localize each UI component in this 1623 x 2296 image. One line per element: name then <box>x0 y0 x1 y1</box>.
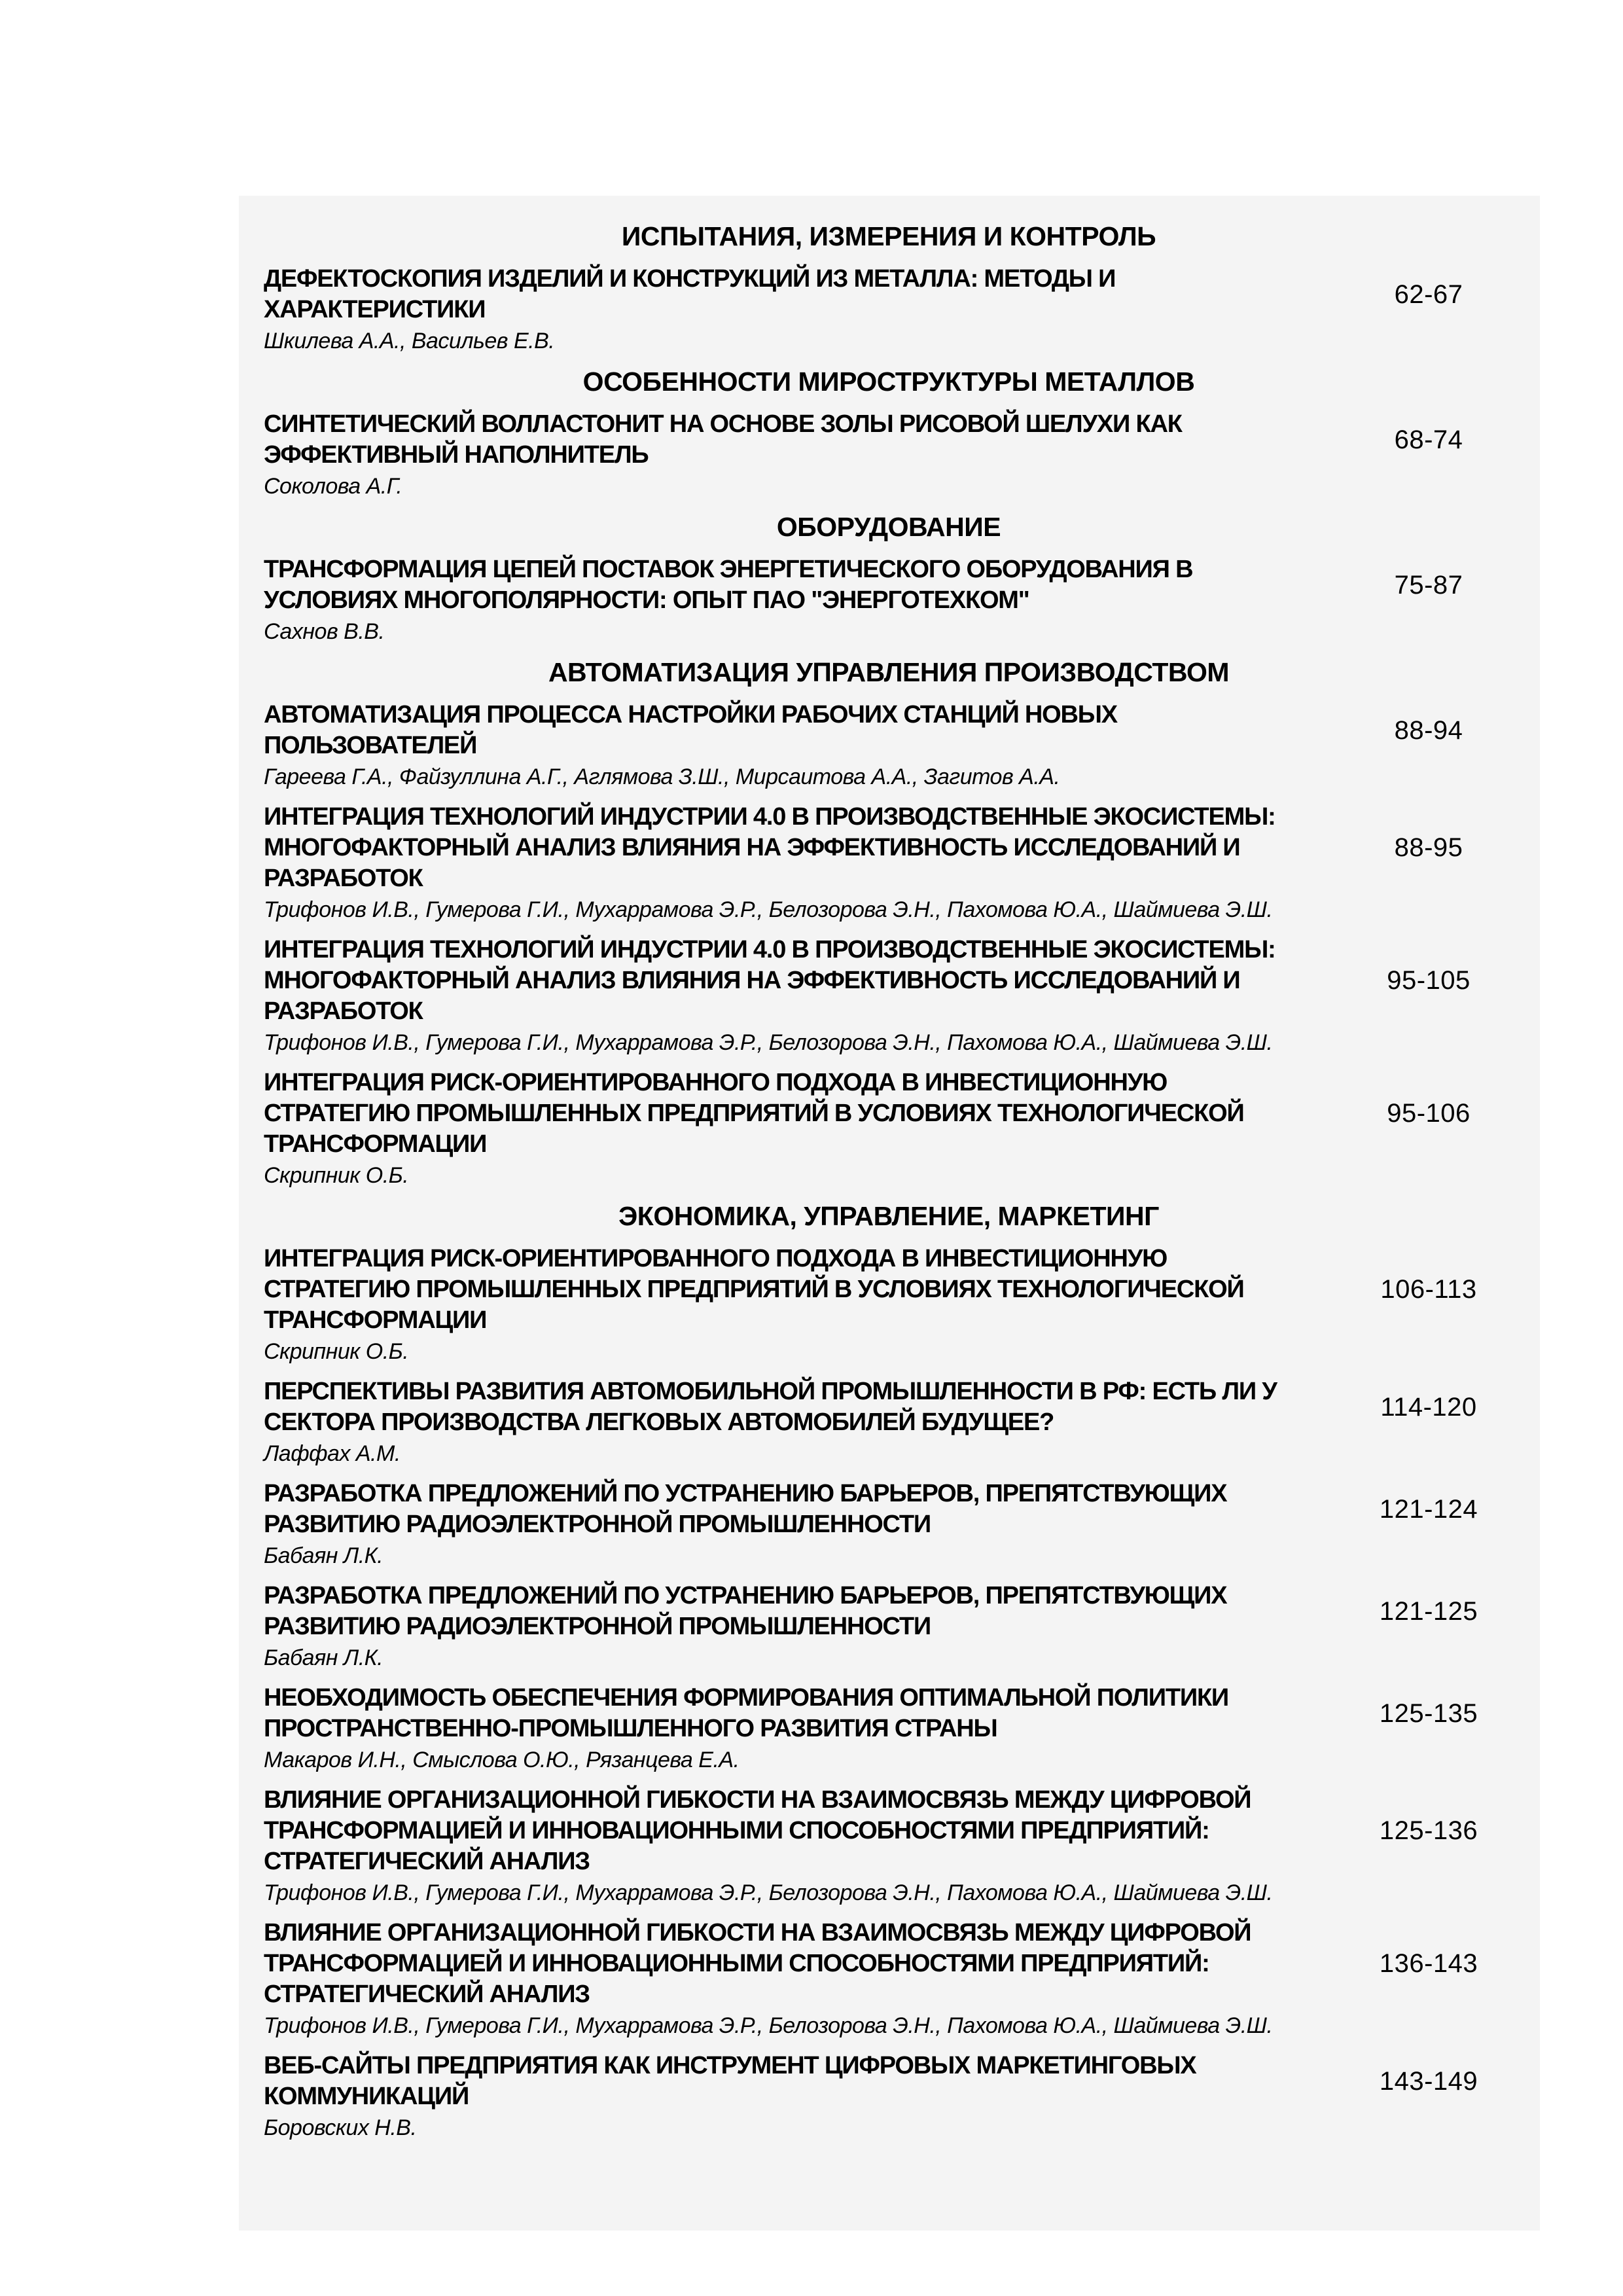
article-title: ИНТЕГРАЦИЯ РИСК-ОРИЕНТИРОВАННОГО ПОДХОДА В ИНВЕСТИЦИОННУЮ СТРАТЕГИЮ ПРОМЫШЛЕННЫХ ПРЕДПРИЯТИЙ В УСЛОВИЯХ ТЕХНОЛОГИЧЕСКОЙ ТРАНСФОРМАЦИИ <box>264 1069 1244 1158</box>
toc-entry <box>264 700 1540 791</box>
article-page-range: 88-94 <box>1394 715 1463 745</box>
toc-entry-title-row <box>264 264 1540 325</box>
article-title: ВЛИЯНИЕ ОРГАНИЗАЦИОННОЙ ГИБКОСТИ НА ВЗАИМОСВЯЗЬ МЕЖДУ ЦИФРОВОЙ ТРАНСФОРМАЦИЕЙ И ИННОВАЦИОННЫМИ СПОСОБНОСТЯМИ ПРЕДПРИЯТИЙ: СТРАТЕГИЧЕСКИЙ АНАЛИЗ <box>264 1786 1251 1875</box>
article-authors: Скрипник О.Б. <box>264 1339 409 1364</box>
article-title: ВЛИЯНИЕ ОРГАНИЗАЦИОННОЙ ГИБКОСТИ НА ВЗАИМОСВЯЗЬ МЕЖДУ ЦИФРОВОЙ ТРАНСФОРМАЦИЕЙ И ИННОВАЦИОННЫМИ СПОСОБНОСТЯМИ ПРЕДПРИЯТИЙ: СТРАТЕГИЧЕСКИЙ АНАЛИЗ <box>264 1919 1251 2008</box>
toc-entry <box>264 409 1540 501</box>
section-article-list <box>264 1244 1540 2142</box>
article-authors: Бабаян Л.К. <box>264 1645 383 1670</box>
toc-entry-title-row <box>264 700 1540 761</box>
article-authors: Трифонов И.В., Гумерова Г.И., Мухаррамова Э.Р., Белозорова Э.Н., Пахомова Ю.А., Шаймиева Э.Ш. <box>264 2013 1273 2038</box>
toc-entry <box>264 2051 1540 2142</box>
toc-entry-title-row <box>264 1581 1540 1642</box>
article-title: ИНТЕГРАЦИЯ РИСК-ОРИЕНТИРОВАННОГО ПОДХОДА В ИНВЕСТИЦИОННУЮ СТРАТЕГИЮ ПРОМЫШЛЕННЫХ ПРЕДПРИЯТИЙ В УСЛОВИЯХ ТЕХНОЛОГИЧЕСКОЙ ТРАНСФОРМАЦИИ <box>264 1245 1244 1334</box>
toc-entry <box>264 1683 1540 1774</box>
article-authors: Лаффах А.М. <box>264 1441 401 1466</box>
article-title: ДЕФЕКТОСКОПИЯ ИЗДЕЛИЙ И КОНСТРУКЦИЙ ИЗ МЕТАЛЛА: МЕТОДЫ И ХАРАКТЕРИСТИКИ <box>264 265 1116 323</box>
article-page-range: 114-120 <box>1380 1392 1477 1422</box>
toc-entry-title-row <box>264 409 1540 471</box>
article-title: НЕОБХОДИМОСТЬ ОБЕСПЕЧЕНИЯ ФОРМИРОВАНИЯ ОПТИМАЛЬНОЙ ПОЛИТИКИ ПРОСТРАНСТВЕННО-ПРОМЫШЛЕННОГО РАЗВИТИЯ СТРАНЫ <box>264 1684 1229 1742</box>
article-page-range: 62-67 <box>1394 279 1463 309</box>
toc-entry-title-row <box>264 1785 1540 1877</box>
toc-section <box>264 366 1540 501</box>
section-header: ОСОБЕННОСТИ МИРОСТРУКТУРЫ МЕТАЛЛОВ <box>582 367 1195 397</box>
article-authors: Скрипник О.Б. <box>264 1163 409 1188</box>
article-authors: Шкилева А.А., Васильев Е.В. <box>264 329 555 353</box>
toc-section <box>264 1200 1540 2142</box>
article-title: ПЕРСПЕКТИВЫ РАЗВИТИЯ АВТОМОБИЛЬНОЙ ПРОМЫШЛЕННОСТИ В РФ: ЕСТЬ ЛИ У СЕКТОРА ПРОИЗВОДСТВА ЛЕГКОВЫХ АВТОМОБИЛЕЙ БУДУЩЕЕ? <box>264 1378 1277 1436</box>
article-authors: Бабаян Л.К. <box>264 1543 383 1568</box>
article-page-range: 143-149 <box>1379 2066 1478 2096</box>
article-title: ВЕБ-САЙТЫ ПРЕДПРИЯТИЯ КАК ИНСТРУМЕНТ ЦИФРОВЫХ МАРКЕТИНГОВЫХ КОММУНИКАЦИЙ <box>264 2052 1196 2110</box>
section-header: ОБОРУДОВАНИЕ <box>776 512 1001 542</box>
article-authors: Трифонов И.В., Гумерова Г.И., Мухаррамова Э.Р., Белозорова Э.Н., Пахомова Ю.А., Шаймиева Э.Ш. <box>264 1880 1273 1905</box>
article-title: ТРАНСФОРМАЦИЯ ЦЕПЕЙ ПОСТАВОК ЭНЕРГЕТИЧЕСКОГО ОБОРУДОВАНИЯ В УСЛОВИЯХ МНОГОПОЛЯРНОСТИ: ОПЫТ ПАО "ЭНЕРГОТЕХКОМ" <box>264 556 1193 614</box>
article-page-range: 125-136 <box>1379 1816 1478 1845</box>
section-article-list <box>264 264 1540 355</box>
toc-entry-title-row <box>264 1244 1540 1336</box>
article-page-range: 75-87 <box>1394 570 1463 600</box>
article-authors: Трифонов И.В., Гумерова Г.И., Мухаррамова Э.Р., Белозорова Э.Н., Пахомова Ю.А., Шаймиева Э.Ш. <box>264 1030 1273 1055</box>
article-page-range: 95-106 <box>1387 1099 1471 1128</box>
toc-entry <box>264 1479 1540 1570</box>
article-title: ИНТЕГРАЦИЯ ТЕХНОЛОГИЙ ИНДУСТРИИ 4.0 В ПРОИЗВОДСТВЕННЫЕ ЭКОСИСТЕМЫ: МНОГОФАКТОРНЫЙ АНАЛИЗ ВЛИЯНИЯ НА ЭФФЕКТИВНОСТЬ ИССЛЕДОВАНИЙ И РАЗРАБОТОК <box>264 936 1275 1025</box>
article-authors: Соколова А.Г. <box>264 474 402 499</box>
toc-entry <box>264 935 1540 1057</box>
article-page-range: 125-135 <box>1379 1698 1478 1728</box>
article-authors: Трифонов И.В., Гумерова Г.И., Мухаррамова Э.Р., Белозорова Э.Н., Пахомова Ю.А., Шаймиева Э.Ш. <box>264 897 1273 922</box>
toc-entry-title-row <box>264 2051 1540 2112</box>
toc-entry <box>264 1581 1540 1672</box>
toc-entry <box>264 1785 1540 1907</box>
article-authors: Гареева Г.А., Файзуллина А.Г., Аглямова З.Ш., Мирсаитова А.А., Загитов А.А. <box>264 764 1060 789</box>
toc-entry-title-row <box>264 802 1540 894</box>
toc-entry <box>264 1067 1540 1190</box>
toc-entry-title-row <box>264 1376 1540 1438</box>
article-page-range: 106-113 <box>1380 1275 1477 1304</box>
article-authors: Боровских Н.В. <box>264 2115 417 2140</box>
article-title: ИНТЕГРАЦИЯ ТЕХНОЛОГИЙ ИНДУСТРИИ 4.0 В ПРОИЗВОДСТВЕННЫЕ ЭКОСИСТЕМЫ: МНОГОФАКТОРНЫЙ АНАЛИЗ ВЛИЯНИЯ НА ЭФФЕКТИВНОСТЬ ИССЛЕДОВАНИЙ И РАЗРАБОТОК <box>264 803 1275 892</box>
toc-entry-title-row <box>264 1683 1540 1744</box>
article-page-range: 88-95 <box>1394 833 1463 862</box>
section-header: ИСПЫТАНИЯ, ИЗМЕРЕНИЯ И КОНТРОЛЬ <box>621 221 1156 251</box>
article-title: АВТОМАТИЗАЦИЯ ПРОЦЕССА НАСТРОЙКИ РАБОЧИХ СТАНЦИЙ НОВЫХ ПОЛЬЗОВАТЕЛЕЙ <box>264 701 1117 759</box>
toc-entry-title-row <box>264 554 1540 616</box>
article-page-range: 121-125 <box>1379 1596 1478 1626</box>
article-title: СИНТЕТИЧЕСКИЙ ВОЛЛАСТОНИТ НА ОСНОВЕ ЗОЛЫ РИСОВОЙ ШЕЛУХИ КАК ЭФФЕКТИВНЫЙ НАПОЛНИТЕЛЬ <box>264 410 1182 469</box>
toc-entry-title-row <box>264 1067 1540 1160</box>
toc-entry <box>264 802 1540 924</box>
toc-entry-title-row <box>264 935 1540 1027</box>
toc-entry <box>264 264 1540 355</box>
article-authors: Макаров И.Н., Смыслова О.Ю., Рязанцева Е.А. <box>264 1748 740 1772</box>
article-title: РАЗРАБОТКА ПРЕДЛОЖЕНИЙ ПО УСТРАНЕНИЮ БАРЬЕРОВ, ПРЕПЯТСТВУЮЩИХ РАЗВИТИЮ РАДИОЭЛЕКТРОННОЙ ПРОМЫШЛЕННОСТИ <box>264 1582 1227 1640</box>
article-page-range: 95-105 <box>1387 966 1471 995</box>
toc-section <box>264 221 1540 355</box>
section-header: ЭКОНОМИКА, УПРАВЛЕНИЕ, МАРКЕТИНГ <box>618 1201 1159 1231</box>
toc-entry <box>264 1918 1540 2040</box>
article-page-range: 136-143 <box>1379 1949 1478 1978</box>
article-page-range: 68-74 <box>1394 425 1463 454</box>
toc-panel <box>239 196 1540 2231</box>
section-article-list <box>264 554 1540 646</box>
toc-section <box>264 511 1540 646</box>
toc-entry <box>264 554 1540 646</box>
article-title: РАЗРАБОТКА ПРЕДЛОЖЕНИЙ ПО УСТРАНЕНИЮ БАРЬЕРОВ, ПРЕПЯТСТВУЮЩИХ РАЗВИТИЮ РАДИОЭЛЕКТРОННОЙ ПРОМЫШЛЕННОСТИ <box>264 1480 1227 1538</box>
article-authors: Сахнов В.В. <box>264 619 385 644</box>
section-header: АВТОМАТИЗАЦИЯ УПРАВЛЕНИЯ ПРОИЗВОДСТВОМ <box>548 657 1230 687</box>
toc-entry-title-row <box>264 1479 1540 1540</box>
toc-entry-title-row <box>264 1918 1540 2010</box>
toc-section <box>264 656 1540 1190</box>
toc-entry <box>264 1244 1540 1366</box>
article-page-range: 121-124 <box>1379 1494 1478 1524</box>
toc-entry <box>264 1376 1540 1468</box>
section-article-list <box>264 409 1540 501</box>
section-article-list <box>264 700 1540 1190</box>
